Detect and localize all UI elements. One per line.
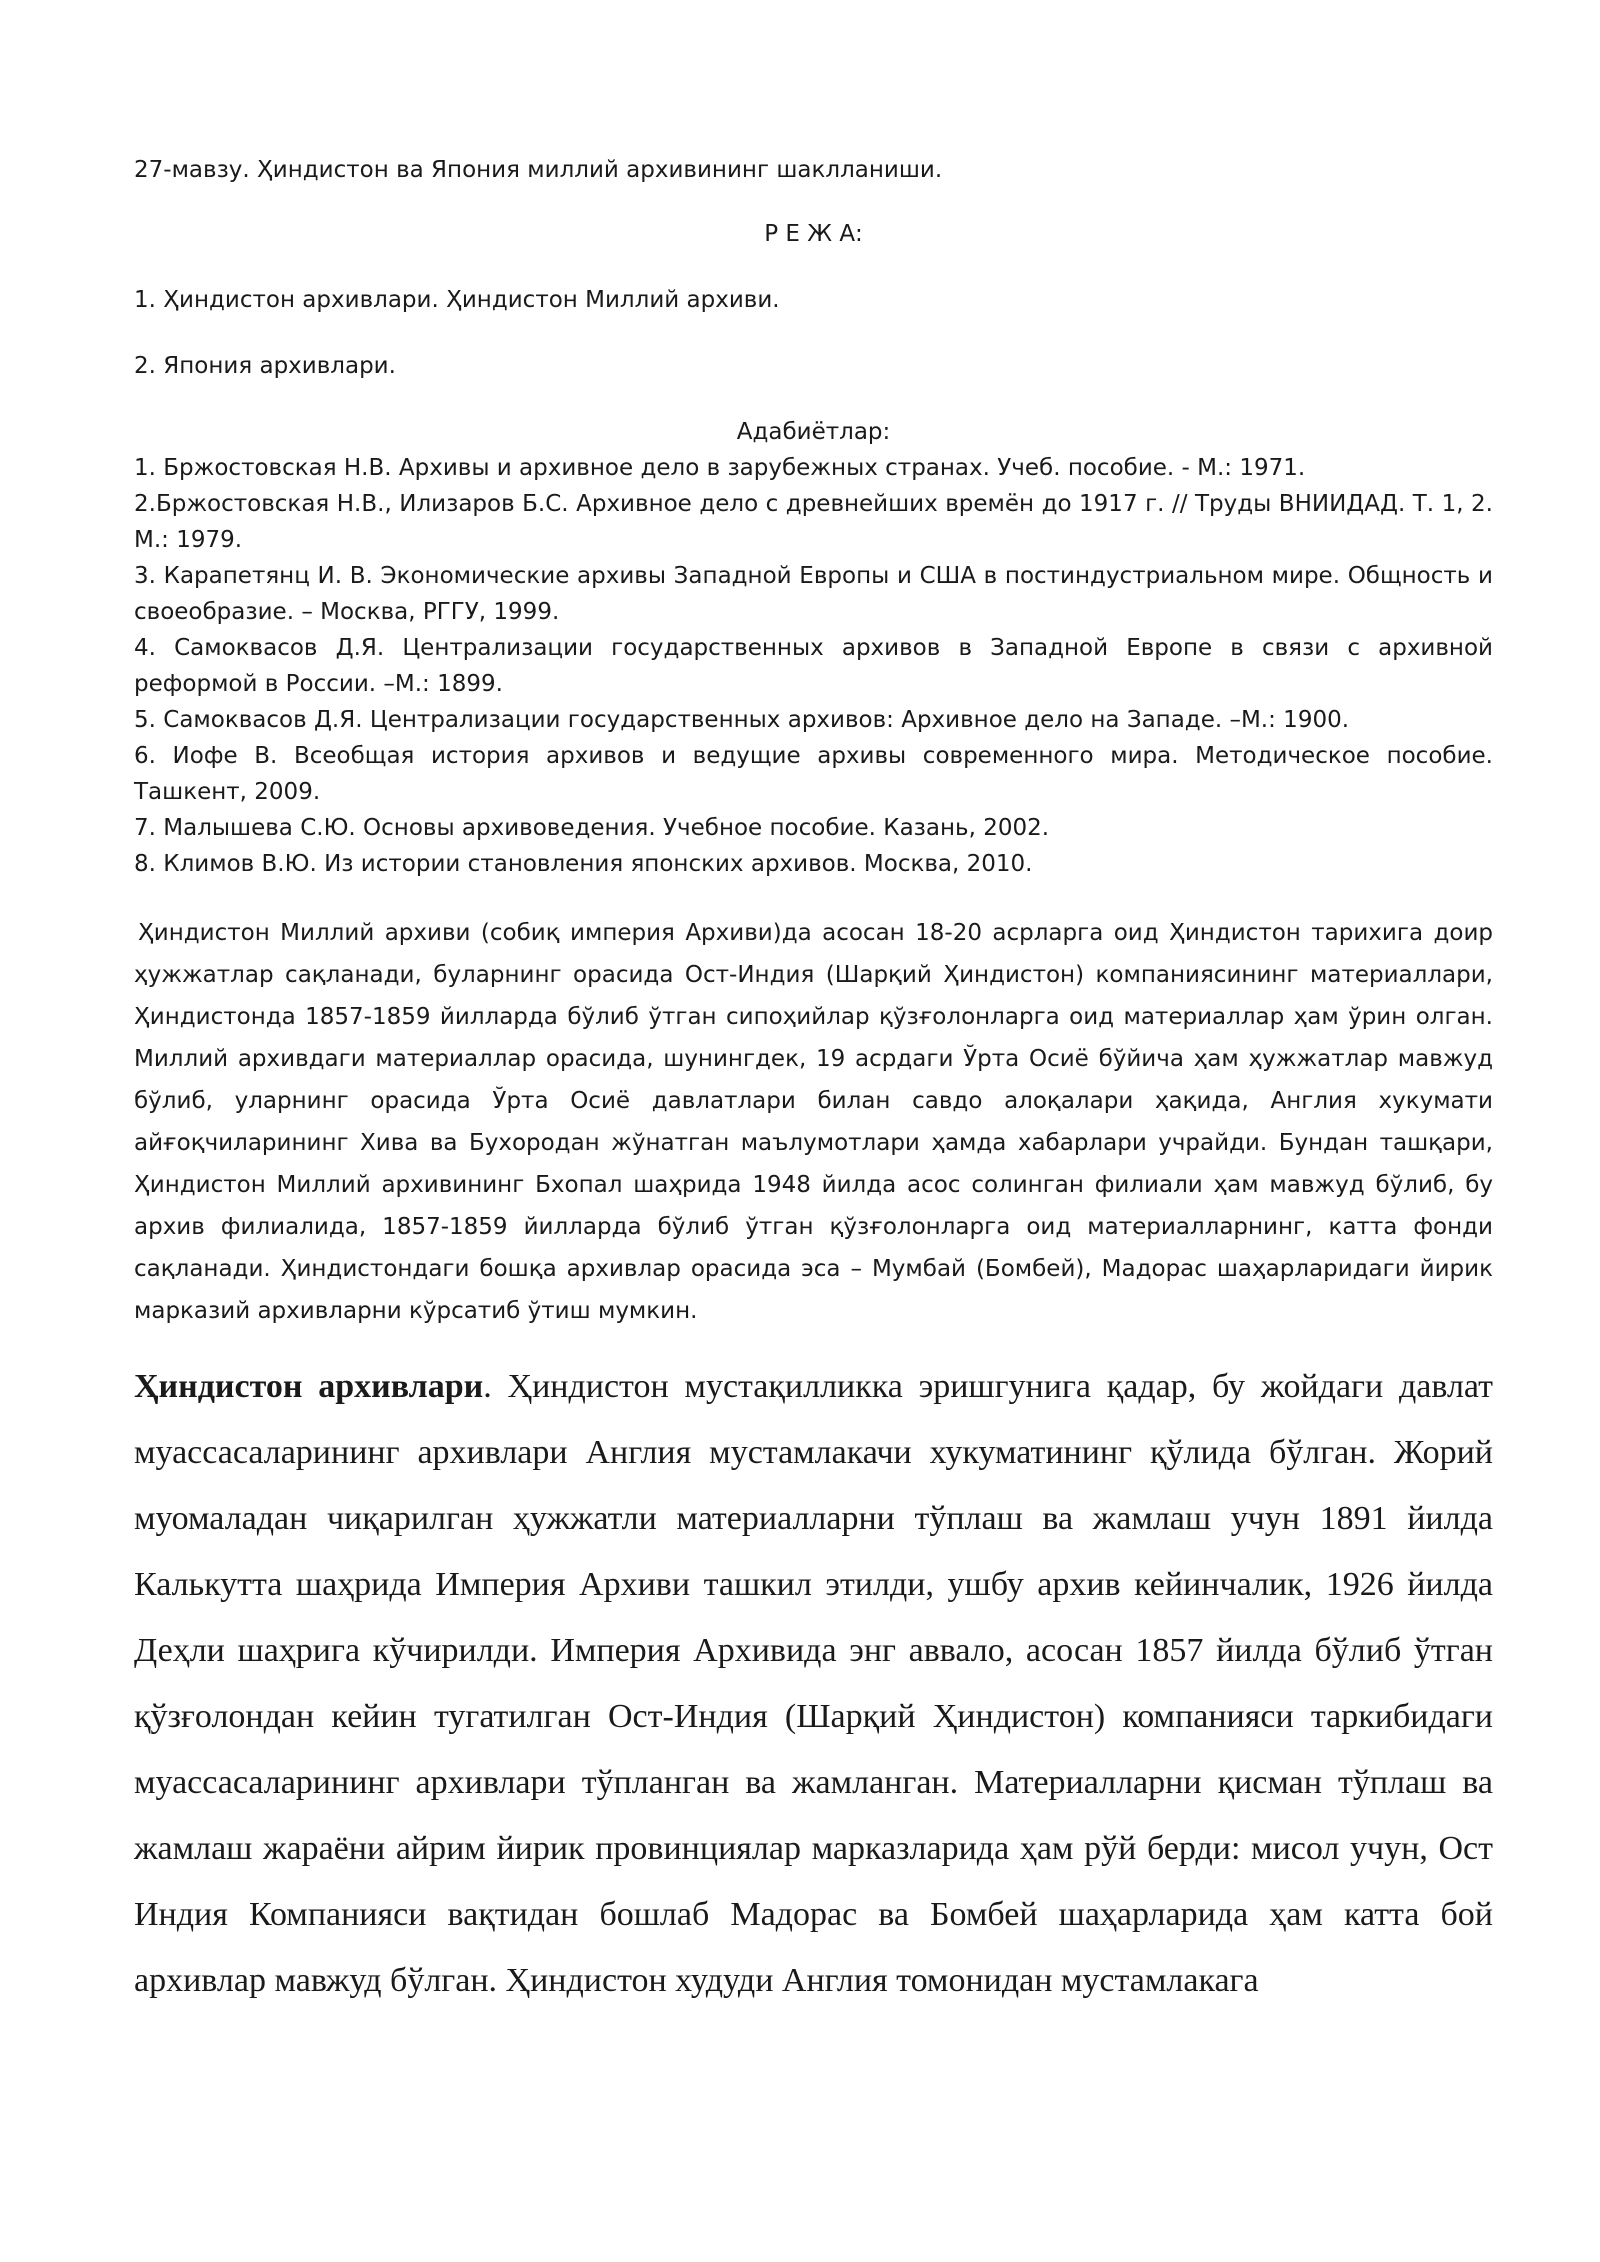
plan-heading: Р Е Ж А: — [764, 221, 863, 247]
literature-heading: Адабиётлар: — [736, 419, 891, 445]
literature-item: 7. Малышева С.Ю. Основы архивоведения. Учебное пособие. Казань, 2002. — [134, 815, 1050, 841]
plan-item: 2. Япония архивлари. — [134, 353, 396, 379]
literature-item: 6. Иофе В. Всеобщая история архивов и ведущие архивы современного мира. Методическое пособие. Ташкент, 2009. — [134, 743, 1493, 805]
literature-item: 4. Самоквасов Д.Я. Централизации государственных архивов в Западной Европе в связи с архивной реформой в России. –М.: 1899. — [134, 635, 1493, 697]
india-archives-paragraph — [134, 1354, 1493, 2014]
document-title: 27-мавзу. Ҳиндистон ва Япония миллий архивининг шаклланиши. — [134, 157, 943, 183]
literature-item: 1. Бржостовская Н.В. Архивы и архивное дело в зарубежных странах. Учеб. пособие. - М.: 1971. — [134, 455, 1306, 481]
literature-item: 2.Бржостовская Н.В., Илизаров Б.С. Архивное дело с древнейших времён до 1917 г. // Труды ВНИИДАД. Т. 1, 2. М.: 1979. — [134, 491, 1493, 553]
literature-item: 8. Климов В.Ю. Из истории становления японских архивов. Москва, 2010. — [134, 851, 1033, 877]
national-archive-paragraph: Ҳиндистон Миллий архиви (собиқ империя Архиви)да асосан 18-20 асрларга оид Ҳиндистон тарихига доир ҳужжатлар сақланади, буларнинг орасида Ост-Индия (Шарқий Ҳиндистон) компаниясининг материаллари, Ҳиндистонда 1857-1859 йилларда бўлиб ўтган сипоҳийлар қўзғолонларга оид материаллар ҳам ўрин олган. Миллий архивдаги материаллар орасида, шунингдек, 19 асрдаги Ўрта Осиё бўйича ҳам ҳужжатлар мавжуд бўлиб, уларнинг орасида Ўрта Осиё давлатлари билан савдо алоқалари ҳақида, Англия хукумати айғоқчиларининг Хива ва Бухородан жўнатган маълумотлари ҳамда хабарлари учрайди. Бундан ташқари, Ҳиндистон Миллий архивининг Бхопал шаҳрида 1948 йилда асос солинган филиали ҳам мавжуд бўлиб, бу архив филиалида, 1857-1859 йилларда бўлиб ўтган қўзғолонларга оид материалларнинг, катта фонди сақланади. Ҳиндистондаги бошқа архивлар орасида эса – Мумбай (Бомбей), Мадорас шаҳарларидаги йирик марказий архивларни кўрсатиб ўтиш мумкин. — [134, 920, 1493, 1324]
literature-item: 5. Самоквасов Д.Я. Централизации государственных архивов: Архивное дело на Западе. –М.: 1900. — [134, 707, 1350, 733]
page-content — [134, 152, 1493, 2014]
india-archives-heading: Ҳиндистон архивлари — [134, 1368, 484, 1405]
literature-list — [134, 450, 1493, 882]
plan-item: 1. Ҳиндистон архивлари. Ҳиндистон Миллий архиви. — [134, 287, 780, 313]
literature-item: 3. Карапетянц И. В. Экономические архивы Западной Европы и США в постиндустриальном мире. Общность и своеобразие. – Москва, РГГУ, 1999. — [134, 563, 1493, 625]
india-archives-text: . Ҳиндистон мустақилликка эришгунига қадар, бу жойдаги давлат муассасаларининг архивлари Англия мустамлакачи хукуматининг қўлида бўлган. Жорий муомаладан чиқарилган ҳужжатли материалларни тўплаш ва жамлаш учун 1891 йилда Калькутта шаҳрида Империя Архиви ташкил этилди, ушбу архив кейинчалик, 1926 йилда Деҳли шаҳрига кўчирилди. Империя Архивида энг аввало, асосан 1857 йилда бўлиб ўтган қўзғолондан кейин тугатилган Ост-Индия (Шарқий Ҳиндистон) компанияси таркибидаги муассасаларининг архивлари тўпланган ва жамланган. Материалларни қисман тўплаш ва жамлаш жараёни айрим йирик провинциялар марказларида ҳам рўй берди: мисол учун, Ост Индия Компанияси вақтидан бошлаб Мадорас ва Бомбей шаҳарларида ҳам катта бой архивлар мавжуд бўлган. Ҳиндистон худуди Англия томонидан мустамлакага — [134, 1368, 1493, 1999]
